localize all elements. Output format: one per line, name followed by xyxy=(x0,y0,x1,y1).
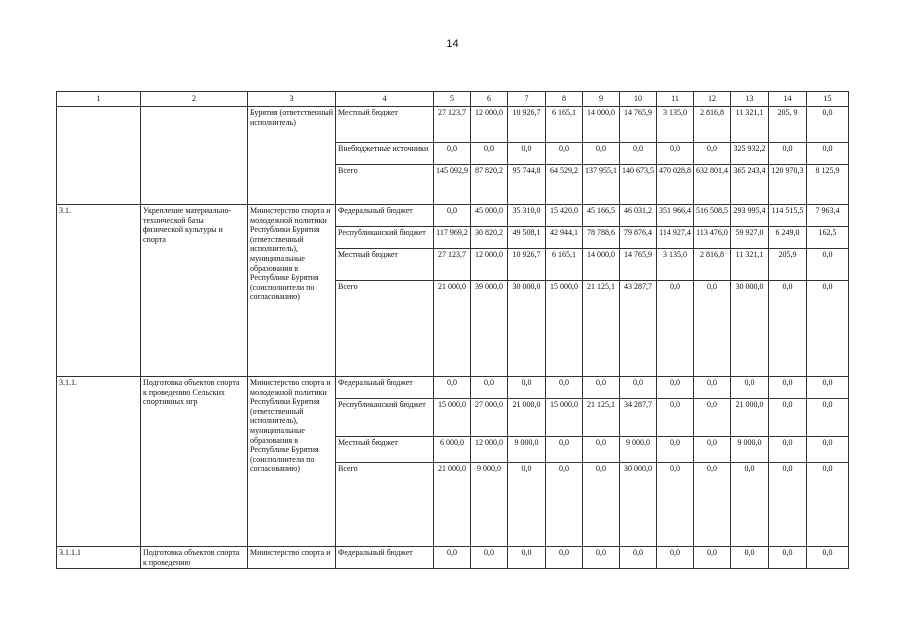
row-number xyxy=(57,107,141,205)
value-cell: 0,0 xyxy=(807,463,849,547)
header-cell: 14 xyxy=(769,92,807,107)
value-cell: 21 125,1 xyxy=(583,281,620,377)
funding-source: Федеральный бюджет xyxy=(336,377,434,399)
value-cell: 0,0 xyxy=(769,437,807,463)
value-cell: 3 135,0 xyxy=(657,107,694,143)
executor: Министерство спорта и xyxy=(248,547,336,569)
event-name: Подготовка объектов спорта к проведению xyxy=(141,547,248,569)
value-cell: 205, 9 xyxy=(769,107,807,143)
funding-source: Местный бюджет xyxy=(336,437,434,463)
header-cell: 9 xyxy=(583,92,620,107)
value-cell: 9 000,0 xyxy=(731,437,769,463)
value-cell: 6 000,0 xyxy=(434,437,471,463)
value-cell: 0,0 xyxy=(620,377,657,399)
funding-source: Всего xyxy=(336,281,434,377)
value-cell: 15 000,0 xyxy=(546,399,583,437)
value-cell: 21 000,0 xyxy=(434,463,471,547)
value-cell: 21 000,0 xyxy=(434,281,471,377)
value-cell: 79 876,4 xyxy=(620,227,657,249)
funding-source: Республиканский бюджет xyxy=(336,399,434,437)
value-cell: 0,0 xyxy=(769,547,807,569)
value-cell: 120 970,3 xyxy=(769,165,807,205)
header-cell: 5 xyxy=(434,92,471,107)
value-cell: 205,9 xyxy=(769,249,807,281)
value-cell: 9 000,0 xyxy=(620,437,657,463)
value-cell: 14 000,0 xyxy=(583,107,620,143)
value-cell: 2 816,8 xyxy=(694,107,731,143)
funding-source: Местный бюджет xyxy=(336,249,434,281)
value-cell: 145 092,9 xyxy=(434,165,471,205)
value-cell: 0,0 xyxy=(620,143,657,165)
value-cell: 140 673,5 xyxy=(620,165,657,205)
value-cell: 0,0 xyxy=(807,281,849,377)
value-cell: 0,0 xyxy=(807,249,849,281)
event-name: Подготовка объектов спорта к проведению Сельских спортивных игр xyxy=(141,377,248,547)
header-cell: 3 xyxy=(248,92,336,107)
value-cell: 14 000,0 xyxy=(583,249,620,281)
funding-source: Всего xyxy=(336,165,434,205)
value-cell: 9 000,0 xyxy=(508,437,546,463)
value-cell: 10 926,7 xyxy=(508,107,546,143)
value-cell: 0,0 xyxy=(731,377,769,399)
value-cell: 59 927,0 xyxy=(731,227,769,249)
funding-source: Всего xyxy=(336,463,434,547)
value-cell: 0,0 xyxy=(807,377,849,399)
value-cell: 14 765,9 xyxy=(620,249,657,281)
value-cell: 0,0 xyxy=(434,547,471,569)
value-cell: 117 969,2 xyxy=(434,227,471,249)
value-cell: 293 995,4 xyxy=(731,205,769,227)
value-cell: 0,0 xyxy=(583,377,620,399)
row-number: 3.1.1.1 xyxy=(57,547,141,569)
value-cell: 0,0 xyxy=(546,547,583,569)
value-cell: 7 963,4 xyxy=(807,205,849,227)
value-cell: 0,0 xyxy=(508,143,546,165)
value-cell: 0,0 xyxy=(694,547,731,569)
value-cell: 10 926,7 xyxy=(508,249,546,281)
budget-table xyxy=(56,91,849,569)
header-cell: 7 xyxy=(508,92,546,107)
value-cell: 30 000,0 xyxy=(731,281,769,377)
page-number: 14 xyxy=(446,38,459,50)
header-cell: 15 xyxy=(807,92,849,107)
value-cell: 30 820,2 xyxy=(471,227,508,249)
value-cell: 12 000,0 xyxy=(471,437,508,463)
value-cell: 64 529,2 xyxy=(546,165,583,205)
value-cell: 0,0 xyxy=(769,463,807,547)
value-cell: 0,0 xyxy=(807,399,849,437)
header-cell: 1 xyxy=(57,92,141,107)
executor: Министерство спорта и молодежной политики Республики Бурятия (ответственный исполнитель), муниципальные образования в Республике Бурятия (соисполнители по согласованию) xyxy=(248,205,336,377)
value-cell: 21 000,0 xyxy=(731,399,769,437)
value-cell: 34 287,7 xyxy=(620,399,657,437)
value-cell: 0,0 xyxy=(769,377,807,399)
value-cell: 0,0 xyxy=(471,377,508,399)
value-cell: 516 508,5 xyxy=(694,205,731,227)
value-cell: 0,0 xyxy=(434,143,471,165)
value-cell: 46 031,2 xyxy=(620,205,657,227)
value-cell: 27 000,0 xyxy=(471,399,508,437)
value-cell: 49 508,1 xyxy=(508,227,546,249)
value-cell: 2 816,8 xyxy=(694,249,731,281)
funding-source: Местный бюджет xyxy=(336,107,434,143)
value-cell: 0,0 xyxy=(807,143,849,165)
header-cell: 4 xyxy=(336,92,434,107)
row-number: 3.1.1. xyxy=(57,377,141,547)
table-row xyxy=(57,547,849,569)
value-cell: 0,0 xyxy=(620,547,657,569)
table-row xyxy=(57,107,849,143)
value-cell: 0,0 xyxy=(657,143,694,165)
value-cell: 114 927,4 xyxy=(657,227,694,249)
value-cell: 14 765,9 xyxy=(620,107,657,143)
header-row xyxy=(57,92,849,107)
value-cell: 8 125,9 xyxy=(807,165,849,205)
funding-source: Внебюджетные источники xyxy=(336,143,434,165)
executor: Министерство спорта и молодежной политики Республики Бурятия (ответственный исполнитель), муниципальные образования в Республике Бурятия (соисполнители по согласованию) xyxy=(248,377,336,547)
value-cell: 15 000,0 xyxy=(434,399,471,437)
value-cell: 0,0 xyxy=(807,437,849,463)
value-cell: 0,0 xyxy=(583,463,620,547)
value-cell: 0,0 xyxy=(657,377,694,399)
value-cell: 30 000,0 xyxy=(508,281,546,377)
value-cell: 0,0 xyxy=(471,547,508,569)
header-cell: 13 xyxy=(731,92,769,107)
value-cell: 21 125,1 xyxy=(583,399,620,437)
value-cell: 0,0 xyxy=(769,143,807,165)
header-cell: 11 xyxy=(657,92,694,107)
header-cell: 10 xyxy=(620,92,657,107)
value-cell: 0,0 xyxy=(508,463,546,547)
value-cell: 0,0 xyxy=(731,463,769,547)
value-cell: 351 966,4 xyxy=(657,205,694,227)
header-cell: 6 xyxy=(471,92,508,107)
value-cell: 365 243,4 xyxy=(731,165,769,205)
value-cell: 0,0 xyxy=(807,547,849,569)
value-cell: 0,0 xyxy=(657,547,694,569)
value-cell: 0,0 xyxy=(694,281,731,377)
value-cell: 0,0 xyxy=(434,205,471,227)
value-cell: 42 944,1 xyxy=(546,227,583,249)
value-cell: 0,0 xyxy=(694,463,731,547)
value-cell: 45 000,0 xyxy=(471,205,508,227)
value-cell: 35 310,0 xyxy=(508,205,546,227)
value-cell: 0,0 xyxy=(731,547,769,569)
value-cell: 0,0 xyxy=(657,281,694,377)
value-cell: 162,5 xyxy=(807,227,849,249)
value-cell: 95 744,8 xyxy=(508,165,546,205)
value-cell: 0,0 xyxy=(508,377,546,399)
event-name: Укрепление материально-технической базы физической культуры и спорта xyxy=(141,205,248,377)
value-cell: 632 801,4 xyxy=(694,165,731,205)
header-cell: 2 xyxy=(141,92,248,107)
value-cell: 6 165,1 xyxy=(546,249,583,281)
value-cell: 0,0 xyxy=(434,377,471,399)
value-cell: 113 476,0 xyxy=(694,227,731,249)
value-cell: 0,0 xyxy=(546,437,583,463)
value-cell: 27 123,7 xyxy=(434,107,471,143)
value-cell: 45 166,5 xyxy=(583,205,620,227)
value-cell: 325 932,2 xyxy=(731,143,769,165)
value-cell: 0,0 xyxy=(508,547,546,569)
funding-source: Республиканский бюджет xyxy=(336,227,434,249)
value-cell: 43 287,7 xyxy=(620,281,657,377)
value-cell: 0,0 xyxy=(583,437,620,463)
value-cell: 0,0 xyxy=(657,399,694,437)
value-cell: 0,0 xyxy=(657,463,694,547)
value-cell: 9 000,0 xyxy=(471,463,508,547)
value-cell: 0,0 xyxy=(583,547,620,569)
value-cell: 0,0 xyxy=(694,399,731,437)
value-cell: 0,0 xyxy=(694,437,731,463)
value-cell: 0,0 xyxy=(546,463,583,547)
value-cell: 0,0 xyxy=(471,143,508,165)
value-cell: 0,0 xyxy=(769,399,807,437)
value-cell: 470 028,8 xyxy=(657,165,694,205)
value-cell: 114 515,5 xyxy=(769,205,807,227)
value-cell: 0,0 xyxy=(583,143,620,165)
executor: Бурятия (ответственный исполнитель) xyxy=(248,107,336,205)
value-cell: 27 123,7 xyxy=(434,249,471,281)
table-row xyxy=(57,377,849,399)
header-cell: 12 xyxy=(694,92,731,107)
value-cell: 11 321,1 xyxy=(731,107,769,143)
value-cell: 3 135,0 xyxy=(657,249,694,281)
value-cell: 6 165,1 xyxy=(546,107,583,143)
funding-source: Федеральный бюджет xyxy=(336,547,434,569)
value-cell: 87 820,2 xyxy=(471,165,508,205)
value-cell: 0,0 xyxy=(546,143,583,165)
funding-source: Федеральный бюджет xyxy=(336,205,434,227)
value-cell: 12 000,0 xyxy=(471,107,508,143)
value-cell: 0,0 xyxy=(769,281,807,377)
value-cell: 0,0 xyxy=(807,107,849,143)
value-cell: 137 955,1 xyxy=(583,165,620,205)
value-cell: 0,0 xyxy=(546,377,583,399)
value-cell: 39 000,0 xyxy=(471,281,508,377)
value-cell: 6 249,0 xyxy=(769,227,807,249)
row-number: 3.1. xyxy=(57,205,141,377)
value-cell: 78 788,6 xyxy=(583,227,620,249)
value-cell: 12 000,0 xyxy=(471,249,508,281)
value-cell: 15 000,0 xyxy=(546,281,583,377)
value-cell: 0,0 xyxy=(657,437,694,463)
value-cell: 0,0 xyxy=(694,377,731,399)
value-cell: 30 000,0 xyxy=(620,463,657,547)
value-cell: 0,0 xyxy=(694,143,731,165)
event-name xyxy=(141,107,248,205)
header-cell: 8 xyxy=(546,92,583,107)
value-cell: 11 321,1 xyxy=(731,249,769,281)
value-cell: 15 420,0 xyxy=(546,205,583,227)
value-cell: 21 000,0 xyxy=(508,399,546,437)
table-row xyxy=(57,205,849,227)
